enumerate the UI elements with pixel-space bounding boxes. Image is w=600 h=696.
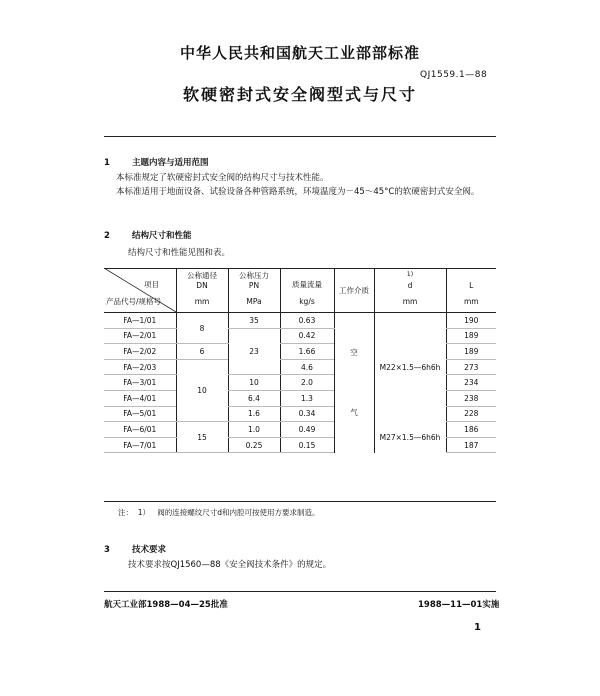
- flow-value: 1.3: [280, 390, 334, 406]
- d-unit: mm: [374, 290, 446, 313]
- flow-unit: kg/s: [280, 290, 334, 313]
- section-2-number: 2: [104, 231, 110, 241]
- dn-value: 6: [176, 344, 228, 360]
- section-2-title: 结构尺寸和性能: [132, 231, 192, 241]
- footer-rule: [104, 591, 496, 592]
- section-3-title: 技术要求: [132, 545, 167, 555]
- note-number: 1）: [137, 508, 151, 517]
- corner-diagonal-line: [104, 268, 176, 312]
- table-note: [118, 506, 319, 519]
- section-1-heading: [104, 156, 209, 168]
- table-row: [104, 422, 496, 438]
- product-code: FA—5/01: [104, 406, 176, 422]
- table-bottom-rule: [104, 501, 496, 502]
- section-3-number: 3: [104, 545, 110, 555]
- thread-cell-2: M27×1.5—6h6h: [374, 422, 446, 453]
- section-1-para-2: 本标准适用于地面设备、试验设备各种管路系统，环境温度为－45～45°C的软硬密封式安全阀。: [116, 187, 480, 197]
- org-title: 中华人民共和国航天工业部部标准: [179, 44, 420, 62]
- pn-value: 6.4: [228, 390, 280, 406]
- dn-value: 8: [176, 313, 228, 344]
- effective-date: 1988—11—01实施: [418, 600, 500, 610]
- flow-value: 2.0: [280, 375, 334, 391]
- section-1-para-1: 本标准规定了软硬密封式安全阀的结构尺寸与技术性能。: [116, 173, 329, 183]
- product-code: FA—7/01: [104, 437, 176, 453]
- note-label: 注：: [118, 508, 133, 517]
- l-value: 228: [446, 406, 496, 422]
- section-3-para: 技术要求按QJ1560—88《安全阀技术条件》的规定。: [128, 560, 332, 570]
- document-title: 软硬密封式安全阀型式与尺寸: [182, 85, 417, 104]
- l-value: 234: [446, 375, 496, 391]
- l-unit: mm: [446, 290, 496, 313]
- flow-value: 0.34: [280, 406, 334, 422]
- pn-value: 35: [228, 313, 280, 329]
- page-number: 1: [474, 622, 481, 633]
- pn-header: 公称压力 PN: [228, 268, 280, 290]
- product-code: FA—2/02: [104, 344, 176, 360]
- medium-cell: [334, 313, 374, 453]
- pn-value: 1.6: [228, 406, 280, 422]
- flow-header: 质量流量: [280, 268, 334, 290]
- corner-top-label: 项目: [144, 280, 159, 289]
- corner-diagonal: [104, 268, 176, 312]
- pn-unit: MPa: [228, 290, 280, 313]
- flow-value: 0.15: [280, 437, 334, 453]
- medium-char-1: 空: [350, 347, 358, 357]
- d-header: $^{1)}$ d: [374, 268, 446, 290]
- medium-char-2: 气: [350, 407, 358, 417]
- l-value: 273: [446, 359, 496, 375]
- section-1-title: 主题内容与适用范围: [132, 158, 209, 168]
- thread-cell-1: M22×1.5—6h6h: [374, 313, 446, 422]
- l-value: 189: [446, 344, 496, 360]
- pn-value: 0.25: [228, 437, 280, 453]
- l-value: 189: [446, 328, 496, 344]
- flow-value: 0.49: [280, 422, 334, 438]
- section-1-number: 1: [104, 158, 110, 168]
- section-3-heading: [104, 543, 166, 555]
- l-value: 187: [446, 437, 496, 453]
- table-row: [104, 313, 496, 329]
- standard-code: QJ1559.1—88: [420, 70, 488, 80]
- l-value: 238: [446, 390, 496, 406]
- medium-header: 工作介质: [334, 268, 374, 313]
- note-text: 阀的连接螺纹尺寸d和内腔可按使用方要求制造。: [157, 508, 320, 517]
- corner-bottom-label: 产品代号/规格号: [104, 290, 176, 313]
- section-2-para: 结构尺寸和性能见图和表。: [128, 248, 231, 258]
- product-code: FA—2/03: [104, 359, 176, 375]
- product-code: FA—1/01: [104, 313, 176, 329]
- dn-unit: mm: [176, 290, 228, 313]
- header-rule: [104, 136, 496, 137]
- dn-value: 10: [176, 359, 228, 421]
- l-header: L: [446, 268, 496, 290]
- pn-value: 1.0: [228, 422, 280, 438]
- approval-date: 航天工业部1988—04—25批准: [104, 600, 228, 610]
- pn-value: 10: [228, 375, 280, 391]
- flow-value: 0.42: [280, 328, 334, 344]
- pn-value-merged: 23: [228, 328, 280, 375]
- flow-value: 4.6: [280, 359, 334, 375]
- dn-value: 15: [176, 422, 228, 453]
- dn-header: 公称通径 DN: [176, 268, 228, 290]
- section-2-heading: [104, 229, 192, 241]
- flow-value: 1.66: [280, 344, 334, 360]
- l-value: 186: [446, 422, 496, 438]
- l-value: 190: [446, 313, 496, 329]
- product-code: FA—6/01: [104, 422, 176, 438]
- product-code: FA—2/01: [104, 328, 176, 344]
- product-code: FA—4/01: [104, 390, 176, 406]
- flow-value: 0.63: [280, 313, 334, 329]
- product-code: FA—3/01: [104, 375, 176, 391]
